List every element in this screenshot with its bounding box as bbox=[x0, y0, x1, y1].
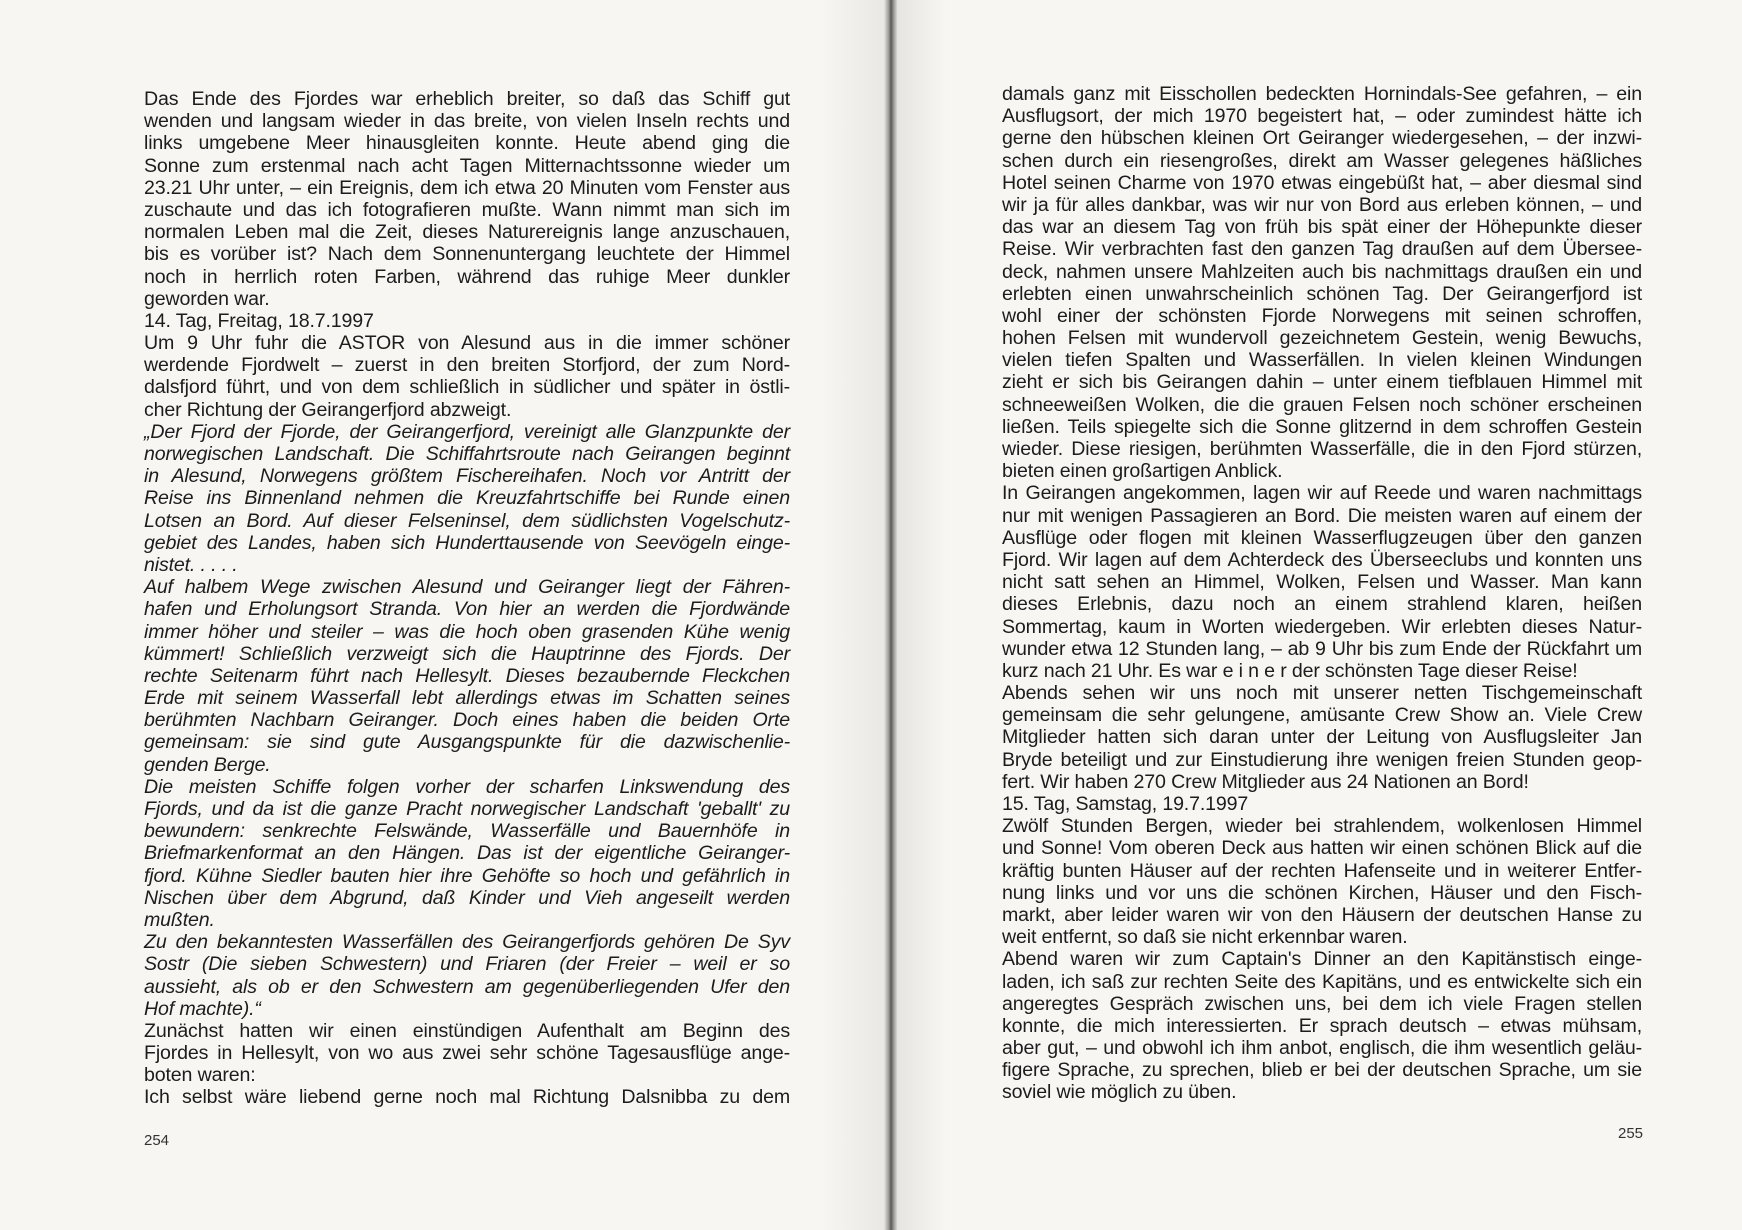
text-line: Zu den bekanntesten Wasserfällen des Geirangerfjords gehören De Syv bbox=[144, 931, 790, 954]
text-line: nur mit wenigen Passagieren an Bord. Die meisten waren auf einem der bbox=[1002, 504, 1642, 527]
text-line: berühmten Nachbarn Geiranger. Doch eines haben die beiden Orte bbox=[144, 709, 790, 732]
text-line: schneeweißen Wolken, die die grauen Felsen noch schöner erscheinen bbox=[1002, 393, 1642, 416]
text-line: soviel wie möglich zu üben. bbox=[1002, 1081, 1237, 1104]
text-line: normalen Leben mal die Zeit, dieses Naturereignis lange anzuschauen, bbox=[144, 221, 790, 244]
text-line: ließen. Teils spiegelte sich die Sonne glitzernd in dem schroffen Gestein bbox=[1002, 415, 1642, 438]
text-line: das war an diesem Tag von früh bis spät einer der Höhepunkte dieser bbox=[1002, 216, 1642, 239]
text-line: nicht satt sehen an Himmel, Wolken, Felsen und Wasser. Man kann bbox=[1002, 571, 1642, 594]
text-line: erlebten einen unwahrscheinlich schönen Tag. Der Geirangerfjord ist bbox=[1002, 282, 1642, 305]
right-page bbox=[896, 0, 1742, 1230]
text-line: wenden und langsam wieder in das breite, von vielen Inseln rechts und bbox=[144, 110, 790, 133]
text-line: Sonne zum erstenmal nach acht Tagen Mitternachtssonne wieder um bbox=[144, 154, 790, 177]
text-line: Ausflugsort, der mich 1970 begeistert hat, – oder zumindest hätte ich bbox=[1002, 105, 1642, 128]
text-line: Erde mit seinem Wasserfall lebt allerdings etwas im Schatten seines bbox=[144, 687, 790, 710]
text-line: 15. Tag, Samstag, 19.7.1997 bbox=[1002, 793, 1249, 815]
text-line: damals ganz mit Eisschollen bedeckten Hornindals-See gefahren, – ein bbox=[1002, 83, 1642, 105]
text-line: wunder etwa 12 Stunden lang, – ab 9 Uhr bis zum Ende der Rückfahrt um bbox=[1002, 637, 1642, 660]
text-line: gemeinsam die sehr gelungene, amüsante Crew Show an. Viele Crew bbox=[1002, 704, 1642, 727]
text-line: konnte, die mich interessierten. Er sprach deutsch – etwas mühsam, bbox=[1002, 1014, 1642, 1037]
text-line: gebiet des Landes, haben sich Hunderttausende von Seevögeln einge- bbox=[144, 531, 790, 554]
text-line: 14. Tag, Freitag, 18.7.1997 bbox=[144, 309, 374, 332]
text-line: vielen tiefen Spalten und Wasserfällen. In vielen kleinen Windungen bbox=[1002, 349, 1642, 372]
text-line: Die meisten Schiffe folgen vorher der scharfen Linkswendung des bbox=[144, 775, 790, 798]
text-line: deck, nahmen unsere Mahlzeiten auch bis nachmittags draußen ein und bbox=[1002, 260, 1642, 283]
text-line: genden Berge. bbox=[144, 753, 271, 776]
text-line: In Geirangen angekommen, lagen wir auf Reede und waren nachmittags bbox=[1002, 482, 1642, 505]
gutter-shadow-left bbox=[820, 0, 886, 1230]
book-gutter bbox=[884, 0, 898, 1230]
text-line: Abends sehen wir uns noch mit unserer netten Tischgemeinschaft bbox=[1002, 682, 1642, 705]
text-line: Reise. Wir verbrachten fast den ganzen Tag draußen auf dem Übersee- bbox=[1002, 238, 1642, 261]
text-line: wohl einer der schönsten Fjorde Norwegens mit seinen schroffen, bbox=[1002, 304, 1642, 327]
text-line: immer höher und steiler – was die hoch oben grasenden Kühe wenig bbox=[144, 620, 790, 643]
text-line: Sommertag, kaum in Worten wiedergeben. Wir erlebten dieses Natur- bbox=[1002, 615, 1642, 638]
text-line: laden, ich saß zur rechten Seite des Kapitäns, und es entwickelte sich ein bbox=[1002, 970, 1642, 993]
text-line: figere Sprache, zu sprechen, blieb er bei der deutschen Sprache, um sie bbox=[1002, 1059, 1642, 1082]
text-line: gemeinsam: sie sind gute Ausgangspunkte für die dazwischenlie- bbox=[144, 731, 790, 754]
text-line: Fjords, und da ist die ganze Pracht norwegischer Landschaft 'geballt' zu bbox=[144, 798, 790, 820]
right-page-number: 255 bbox=[1618, 1125, 1644, 1142]
text-line: nistet. . . . . bbox=[144, 553, 238, 576]
text-line: Zunächst hatten wir einen einstündigen Aufenthalt am Beginn des bbox=[144, 1019, 790, 1042]
text-line: Hof machte).“ bbox=[144, 997, 261, 1020]
text-line: wieder. Diese riesigen, berühmten Wasserfälle, die in den Fjord stürzen, bbox=[1002, 438, 1642, 460]
text-line: boten waren: bbox=[144, 1064, 256, 1087]
text-line: und Sonne! Vom oberen Deck aus hatten wir einen schönen Blick auf die bbox=[1002, 837, 1642, 860]
text-line: „Der Fjord der Fjorde, der Geirangerfjord, vereinigt alle Glanzpunkte der bbox=[144, 420, 790, 443]
text-line: in Alesund, Norwegens größtem Fischereihafen. Noch vor Antritt der bbox=[144, 465, 790, 488]
text-line: zuschaute und das ich fotografieren mußte. Wann nimmt man sich im bbox=[144, 198, 790, 221]
text-line: mußten. bbox=[144, 908, 215, 931]
text-line: schen durch ein riesengroßes, direkt am Wasser gelegenes häßliches bbox=[1002, 149, 1642, 172]
text-line: 23.21 Uhr unter, – ein Ereignis, dem ich etwa 20 Minuten vom Fenster aus bbox=[144, 176, 790, 199]
text-line: cher Richtung der Geirangerfjord abzweigt. bbox=[144, 398, 512, 421]
text-line: nung links und vor uns die schönen Kirchen, Häuser und den Fisch- bbox=[1002, 881, 1642, 904]
text-line: Ausflüge oder flogen mit kleinen Wasserflugzeugen über den ganzen bbox=[1002, 526, 1642, 549]
gutter-shadow-right bbox=[897, 0, 947, 1230]
text-line: Nischen über dem Abgrund, daß Kinder und Vieh angeseilt werden bbox=[144, 886, 790, 909]
text-line: Abend waren wir zum Captain's Dinner an den Kapitänstisch einge- bbox=[1002, 948, 1642, 971]
text-line: zieht er sich bis Geirangen dahin – unter einem tiefblauen Himmel mit bbox=[1002, 371, 1642, 394]
text-line: geworden war. bbox=[144, 287, 270, 310]
text-line: Briefmarkenformat an den Hängen. Das ist der eigentliche Geiranger- bbox=[144, 842, 790, 865]
text-line: kümmert! Schließlich verzweigt sich die Hauptrinne des Fjords. Der bbox=[144, 642, 790, 665]
text-line: hohen Felsen mit wundervoll gezeichnetem Gestein, wenig Bewuchs, bbox=[1002, 327, 1642, 350]
text-line: werdende Fjordwelt – zuerst in den breiten Storfjord, der zum Nord- bbox=[144, 354, 790, 377]
text-line: markt, aber leider waren wir von den Häusern der deutschen Hanse zu bbox=[1002, 903, 1642, 926]
text-line: Sostr (Die sieben Schwestern) und Friaren (der Freier – weil er so bbox=[144, 953, 790, 976]
text-line: noch in herrlich roten Farben, während das ruhige Meer dunkler bbox=[144, 265, 790, 288]
text-line: Zwölf Stunden Bergen, wieder bei strahlendem, wolkenlosen Himmel bbox=[1002, 815, 1642, 838]
text-line: aussieht, als ob er den Schwestern am gegenüberliegenden Ufer den bbox=[144, 975, 790, 998]
text-line: Reise ins Binnenland nehmen die Kreuzfahrtschiffe bei Runde einen bbox=[144, 487, 790, 510]
text-line: aber gut, – und obwohl ich ihm anbot, englisch, die ihm wesentlich geläu- bbox=[1002, 1037, 1642, 1060]
text-line: dalsfjord führt, und von dem schließlich in südlicher und später in östli- bbox=[144, 376, 790, 399]
text-line: fjord. Kühne Siedler bauten hier ihre Gehöfte so hoch und gefährlich in bbox=[144, 864, 790, 887]
text-line: Bryde beteiligt und zur Einstudierung ihre wenigen freien Stunden geop- bbox=[1002, 748, 1642, 771]
text-line: gerne den hübschen kleinen Ort Geiranger wiedergesehen, – der inzwi- bbox=[1002, 127, 1642, 150]
text-line: angeregtes Gespräch zwischen uns, bei dem ich viele Fragen stellen bbox=[1002, 992, 1642, 1015]
text-line: bis es vorüber ist? Nach dem Sonnenuntergang leuchtete der Himmel bbox=[144, 243, 790, 266]
text-line: Ich selbst wäre liebend gerne noch mal Richtung Dalsnibba zu dem bbox=[144, 1086, 790, 1109]
text-line: bewundern: senkrechte Felswände, Wasserfälle und Bauernhöfe in bbox=[144, 820, 790, 843]
right-page-body-text bbox=[1002, 83, 1642, 1104]
text-line: Lotsen an Bord. Auf dieser Felseninsel, dem südlichsten Vogelschutz- bbox=[144, 509, 790, 532]
text-line: dieses Erlebnis, dazu noch an einem strahlend klaren, heißen bbox=[1002, 593, 1642, 616]
text-line: weit entfernt, so daß sie nicht erkennbar waren. bbox=[1002, 926, 1408, 949]
text-line: Um 9 Uhr fuhr die ASTOR von Alesund aus in die immer schöner bbox=[144, 332, 790, 355]
text-line: hafen und Erholungsort Stranda. Von hier an werden die Fjordwände bbox=[144, 598, 790, 621]
text-line: Fjordes in Hellesylt, von wo aus zwei sehr schöne Tagesausflüge ange- bbox=[144, 1042, 790, 1065]
left-page-body-text bbox=[144, 88, 790, 1109]
left-page-number: 254 bbox=[144, 1132, 170, 1149]
text-line: Auf halbem Wege zwischen Alesund und Geiranger liegt der Fähren- bbox=[144, 576, 790, 599]
text-line: Hotel seinen Charme von 1970 etwas eingebüßt hat, – aber diesmal sind bbox=[1002, 171, 1642, 194]
text-line: Mitglieder hatten sich daran unter der Leitung von Ausflugsleiter Jan bbox=[1002, 726, 1642, 749]
text-line: kräftig bunten Häuser auf der rechten Hafenseite und in weiterer Entfer- bbox=[1002, 859, 1642, 882]
text-line: Fjord. Wir lagen auf dem Achterdeck des Überseeclubs und konnten uns bbox=[1002, 548, 1642, 571]
text-line: fert. Wir haben 270 Crew Mitglieder aus 24 Nationen an Bord! bbox=[1002, 770, 1529, 793]
text-line: wir ja für alles dankbar, was wir nur von Bord aus erleben können, – und bbox=[1002, 193, 1642, 216]
text-line: links umgebene Meer hinausgleiten konnte. Heute abend ging die bbox=[144, 132, 790, 155]
text-line: Das Ende des Fjordes war erheblich breiter, so daß das Schiff gut bbox=[144, 88, 790, 110]
text-line: bieten einen großartigen Anblick. bbox=[1002, 460, 1283, 483]
text-line: norwegischen Landschaft. Die Schiffahrtsroute nach Geirangen beginnt bbox=[144, 443, 790, 465]
text-line: kurz nach 21 Uhr. Es war e i n e r der schönsten Tage dieser Reise! bbox=[1002, 659, 1578, 682]
text-line: rechte Seitenarm führt nach Hellesylt. Dieses bezaubernde Fleckchen bbox=[144, 664, 790, 687]
